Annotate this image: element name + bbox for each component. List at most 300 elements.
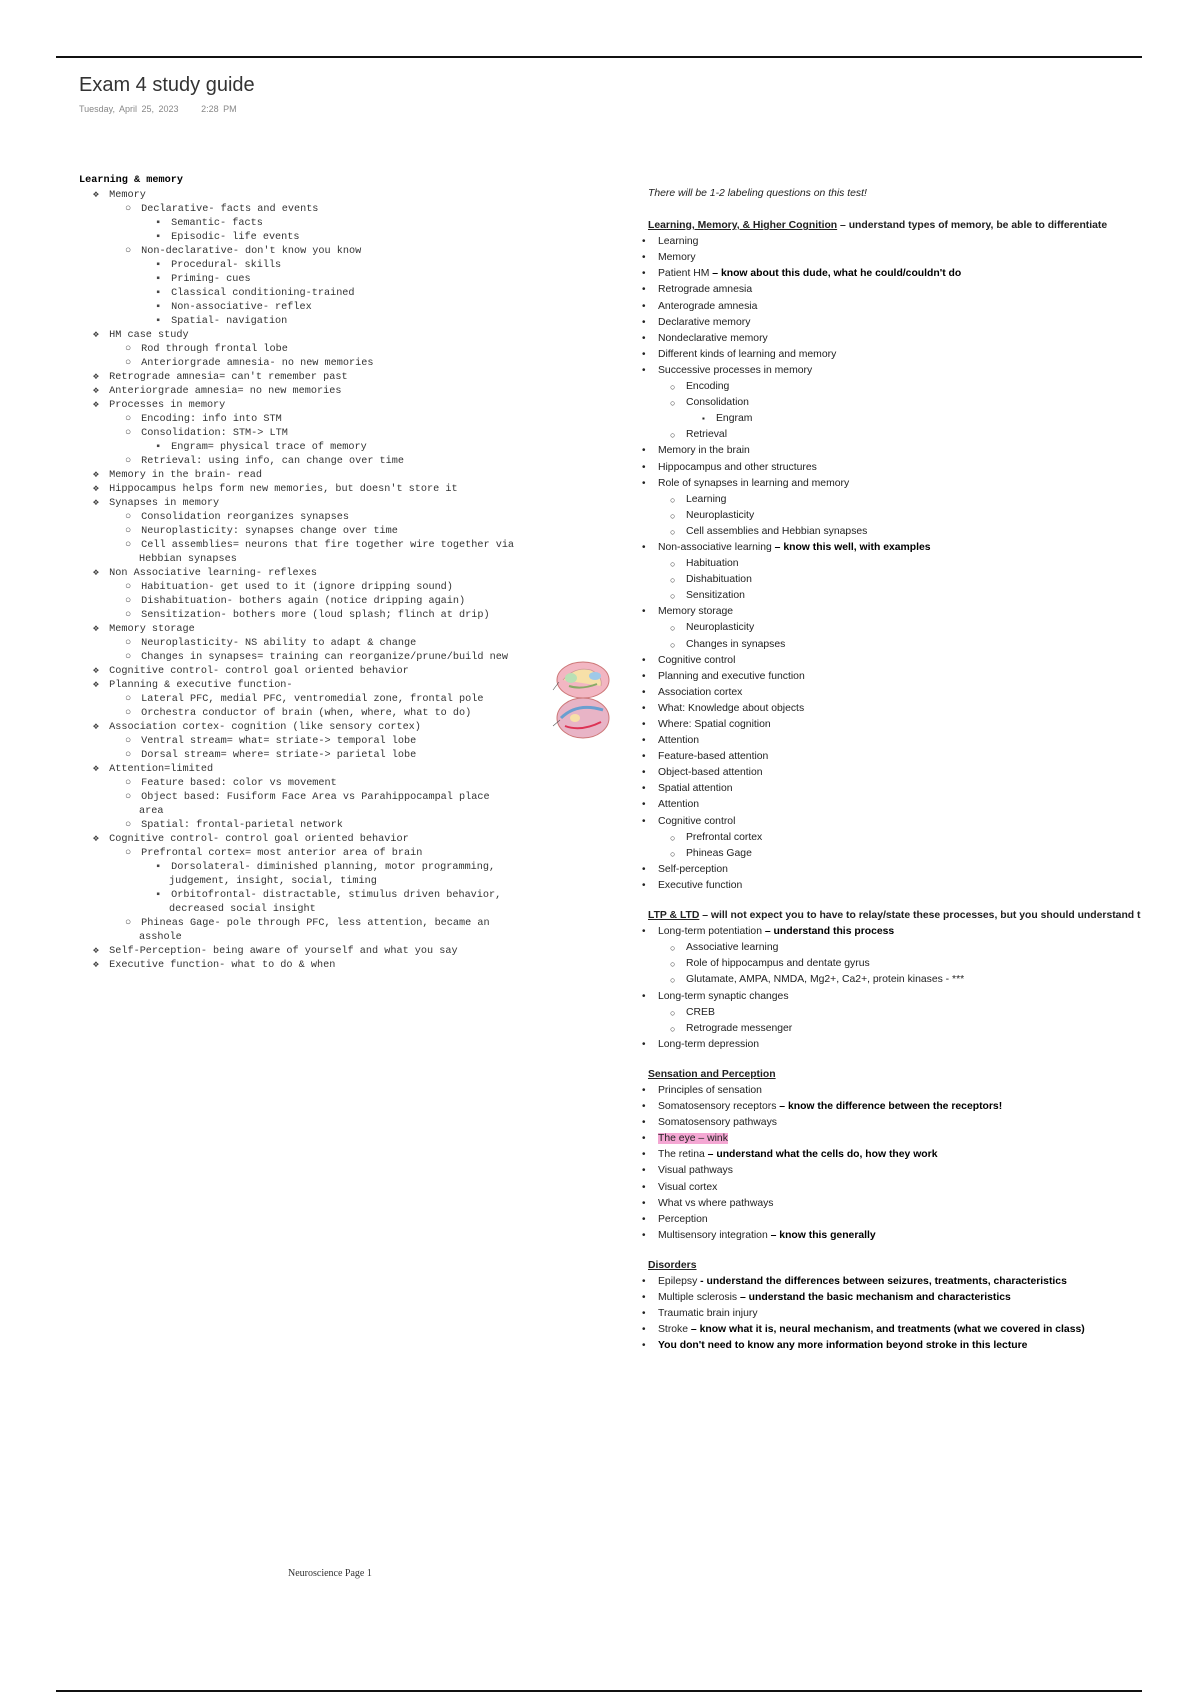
left-note-line: [79, 623, 599, 637]
section-title: Disorders: [648, 1259, 697, 1271]
highlighted-item-text: The eye – wink: [658, 1133, 728, 1145]
left-note-text: Classical conditioning-trained: [171, 288, 355, 299]
bullet-icon: •: [642, 863, 646, 875]
bullet-icon: ○: [124, 778, 132, 789]
left-note-text: Rod through frontal lobe: [141, 344, 288, 355]
right-item-text: Cell assemblies and Hebbian synapses: [686, 525, 868, 537]
bullet-icon: ○: [670, 398, 676, 409]
left-note-text: Semantic- facts: [171, 218, 263, 229]
right-item-text: Executive function: [658, 879, 743, 891]
bullet-icon: ○: [124, 750, 132, 761]
bullet-icon: •: [642, 815, 646, 827]
left-note-line: [79, 525, 599, 539]
left-note-line: [79, 483, 599, 497]
right-item-text: Non-associative learning: [658, 541, 772, 553]
left-note-text: Engram= physical trace of memory: [171, 442, 367, 453]
bullet-icon: •: [642, 799, 646, 811]
right-item-emphasis: – understand this process: [761, 926, 895, 938]
right-item-text: Memory: [658, 252, 696, 264]
right-list-item: [648, 492, 1200, 508]
right-list-item: [642, 733, 1200, 749]
right-list-item: [642, 701, 1200, 717]
left-note-line: [79, 315, 599, 329]
page-date: Tuesday, April 25, 2023: [79, 104, 179, 114]
right-list-item: [648, 572, 1200, 588]
bullet-icon: •: [642, 735, 646, 747]
right-item-text: Cognitive control: [658, 654, 736, 666]
left-note-line: [79, 833, 599, 847]
bullet-icon: ○: [670, 430, 676, 441]
bullet-icon: ○: [124, 918, 132, 929]
left-note-line: [79, 329, 599, 343]
left-note-line: [79, 917, 599, 931]
section-title-suffix: – will not expect you to have to relay/state these processes, but you should understand t: [699, 910, 1141, 922]
right-item-text: Learning: [658, 236, 699, 248]
left-note-text: Ventral stream= what= striate-> temporal lobe: [141, 736, 417, 747]
right-item-text: Spatial attention: [658, 783, 733, 795]
bullet-icon: ○: [124, 526, 132, 537]
right-item-text: Declarative memory: [658, 316, 751, 328]
bullet-icon: ▪: [154, 218, 162, 229]
bullet-icon: ▪: [154, 862, 162, 873]
right-item-text: Association cortex: [658, 686, 743, 698]
bullet-icon: •: [642, 268, 646, 280]
bullet-icon: ○: [124, 540, 132, 551]
bullet-icon: ○: [124, 344, 132, 355]
right-item-text: The retina: [658, 1149, 705, 1161]
bullet-icon: •: [642, 990, 646, 1002]
right-list-item: [642, 476, 1200, 492]
bullet-icon: ○: [670, 623, 676, 634]
page-title: Exam 4 study guide: [79, 74, 255, 96]
bullet-icon: •: [642, 1084, 646, 1096]
bullet-icon: •: [642, 767, 646, 779]
right-item-text: Role of synapses in learning and memory: [658, 477, 850, 489]
left-note-line: [79, 413, 599, 427]
bullet-icon: •: [642, 348, 646, 360]
left-note-line: [79, 637, 599, 651]
bullet-icon: •: [642, 1181, 646, 1193]
left-note-text: Neuroplasticity- NS ability to adapt & change: [141, 638, 417, 649]
left-note-text: Object based: Fusiform Face Area vs Parahippocampal place: [141, 792, 490, 803]
bullet-icon: ○: [670, 575, 676, 586]
bullet-icon: •: [642, 1165, 646, 1177]
right-list-item: [642, 604, 1200, 620]
left-note-text: Cell assemblies= neurons that fire together wire together via: [141, 540, 515, 551]
bullet-icon: •: [642, 252, 646, 264]
left-note-text: Dorsal stream= where= striate-> parietal lobe: [141, 750, 417, 761]
right-list-item: [648, 620, 1200, 636]
right-list-item: [642, 1228, 1200, 1244]
bullet-icon: •: [642, 1117, 646, 1129]
right-item-text: Stroke: [658, 1324, 689, 1336]
section-gap: [648, 1053, 1200, 1067]
right-list-item: [642, 363, 1200, 379]
bullet-icon: ❖: [92, 372, 100, 383]
bullet-icon: •: [642, 702, 646, 714]
bullet-icon: ○: [670, 494, 676, 505]
bullet-icon: •: [642, 477, 646, 489]
bullet-icon: ❖: [92, 722, 100, 733]
left-note-line: [79, 497, 599, 511]
left-note-line: [79, 959, 599, 973]
left-note-line: [79, 245, 599, 259]
bullet-icon: ○: [124, 652, 132, 663]
right-item-text: Phineas Gage: [686, 847, 752, 859]
bullet-icon: ○: [124, 414, 132, 425]
bullet-icon: ❖: [92, 330, 100, 341]
right-item-emphasis: – understand what the cells do, how they work: [704, 1149, 938, 1161]
right-list-item: [648, 395, 1200, 411]
bullet-icon: •: [642, 445, 646, 457]
right-list-item: [642, 1115, 1200, 1131]
bullet-icon: ○: [124, 848, 132, 859]
bullet-icon: •: [642, 316, 646, 328]
left-note-line: [79, 511, 599, 525]
left-note-line: [79, 721, 599, 735]
bullet-icon: •: [642, 654, 646, 666]
bullet-icon: •: [642, 879, 646, 891]
right-item-text: Perception: [658, 1213, 708, 1225]
right-item-text: Dishabituation: [686, 574, 752, 586]
page-meta: [79, 104, 255, 114]
left-note-line: [79, 875, 599, 889]
bullet-icon: ○: [670, 943, 676, 954]
bullet-icon: ▪: [154, 442, 162, 453]
left-heading: Learning & memory: [79, 175, 183, 186]
left-note-text: Priming- cues: [171, 274, 251, 285]
left-note-text: Memory storage: [109, 624, 195, 635]
right-list-item: [642, 1147, 1200, 1163]
left-note-text: Hippocampus helps form new memories, but doesn't store it: [109, 484, 458, 495]
left-note-text: Planning & executive function-: [109, 680, 293, 691]
left-note-line: [79, 861, 599, 875]
left-notes: [79, 174, 599, 973]
left-note-text: Consolidation: STM-> LTM: [141, 428, 288, 439]
bullet-icon: ○: [670, 1023, 676, 1034]
left-note-text: judgement, insight, social, timing: [169, 876, 377, 887]
bullet-icon: ○: [124, 596, 132, 607]
bullet-icon: •: [642, 751, 646, 763]
bullet-icon: •: [642, 783, 646, 795]
right-item-text: Consolidation: [686, 397, 749, 409]
bullet-icon: •: [642, 1101, 646, 1113]
left-note-line: [79, 735, 599, 749]
bullet-icon: •: [642, 284, 646, 296]
bullet-icon: •: [642, 686, 646, 698]
left-note-line: [79, 427, 599, 441]
left-note-text: Anteriorgrade amnesia- no new memories: [141, 358, 374, 369]
right-list-item: [642, 234, 1200, 250]
right-list-item: [648, 411, 1200, 427]
right-item-emphasis: – understand the basic mechanism and characteristics: [737, 1292, 1011, 1304]
bullet-icon: ○: [670, 639, 676, 650]
bullet-icon: •: [642, 606, 646, 618]
right-item-text: Long-term synaptic changes: [658, 990, 789, 1002]
bullet-icon: ○: [670, 510, 676, 521]
section-heading: [648, 1258, 1200, 1274]
right-list-item: [642, 1180, 1200, 1196]
left-note-text: Association cortex- cognition (like sensory cortex): [109, 722, 421, 733]
left-note-text: Retrograde amnesia= can't remember past: [109, 372, 348, 383]
right-item-text: CREB: [686, 1006, 715, 1018]
right-list-item: [648, 940, 1200, 956]
right-item-text: Long-term potentiation: [658, 926, 762, 938]
left-note-line: [79, 343, 599, 357]
left-note-line: [79, 945, 599, 959]
right-item-text: Sensitization: [686, 590, 745, 602]
right-list-item: [648, 427, 1200, 443]
left-note-text: Declarative- facts and events: [141, 204, 319, 215]
left-note-text: Processes in memory: [109, 400, 226, 411]
bullet-icon: ▪: [154, 232, 162, 243]
page-footer: Neuroscience Page 1: [288, 1568, 372, 1579]
bullet-icon: •: [642, 332, 646, 344]
right-list-item: [642, 347, 1200, 363]
right-list-item: [642, 989, 1200, 1005]
left-note-line: [79, 217, 599, 231]
bullet-icon: ○: [124, 820, 132, 831]
left-note-line: [79, 273, 599, 287]
bullet-icon: •: [642, 1197, 646, 1209]
bullet-icon: ○: [670, 559, 676, 570]
bullet-icon: •: [642, 1229, 646, 1241]
left-note-line: [79, 903, 599, 917]
left-notes-list: [79, 189, 599, 973]
right-list-item: [642, 1290, 1200, 1306]
bullet-icon: ○: [670, 959, 676, 970]
right-list-item: [642, 460, 1200, 476]
section-heading: [648, 908, 1200, 924]
right-list-item: [648, 846, 1200, 862]
right-item-text: Feature-based attention: [658, 751, 769, 763]
section-title: Sensation and Perception: [648, 1068, 776, 1080]
bullet-icon: ▪: [154, 890, 162, 901]
bullet-icon: ○: [124, 358, 132, 369]
right-list-item: [642, 299, 1200, 315]
right-item-text: Successive processes in memory: [658, 364, 813, 376]
left-note-text: Habituation- get used to it (ignore dripping sound): [141, 582, 453, 593]
right-list-item: [648, 556, 1200, 572]
left-note-line: [79, 189, 599, 203]
left-note-text: Orchestra conductor of brain (when, where, what to do): [141, 708, 472, 719]
right-notes: [642, 186, 1200, 1354]
right-item-text: Visual pathways: [658, 1165, 733, 1177]
right-item-text: Learning: [686, 493, 727, 505]
bullet-icon: ○: [124, 638, 132, 649]
bullet-icon: ❖: [92, 764, 100, 775]
right-list-item: [642, 282, 1200, 298]
right-list-item: [642, 1037, 1200, 1053]
left-note-text: Phineas Gage- pole through PFC, less attention, became an: [141, 918, 490, 929]
left-note-text: Sensitization- bothers more (loud splash; flinch at drip): [141, 610, 490, 621]
labeling-note: There will be 1-2 labeling questions on this test!: [648, 188, 867, 199]
left-note-text: decreased social insight: [169, 904, 316, 915]
right-item-emphasis: – know what it is, neural mechanism, and treatments (what we covered in class): [688, 1324, 1085, 1336]
bullet-icon: ○: [124, 204, 132, 215]
left-note-line: [79, 609, 599, 623]
left-note-line: [79, 931, 599, 945]
right-item-text: Where: Spatial cognition: [658, 719, 771, 730]
bullet-icon: ❖: [92, 624, 100, 635]
right-item-text: What: Knowledge about objects: [658, 702, 805, 714]
right-list-item: [642, 797, 1200, 813]
bullet-icon: •: [642, 1149, 646, 1161]
bullet-icon: •: [642, 1133, 646, 1145]
bullet-icon: •: [642, 670, 646, 682]
right-list-item: [642, 653, 1200, 669]
bottom-rule: [56, 1690, 1142, 1692]
right-item-text: Attention: [658, 799, 700, 811]
bullet-icon: ❖: [92, 400, 100, 411]
left-note-text: Neuroplasticity: synapses change over time: [141, 526, 398, 537]
left-note-line: [79, 707, 599, 721]
left-note-text: Changes in synapses= training can reorganize/prune/build new: [141, 652, 508, 663]
left-note-line: [79, 371, 599, 385]
left-note-text: Feature based: color vs movement: [141, 778, 337, 789]
right-item-text: Traumatic brain injury: [658, 1308, 758, 1320]
section-title: Learning, Memory, & Higher Cognition: [648, 220, 838, 232]
bullet-icon: •: [642, 364, 646, 376]
right-list-item: [642, 1196, 1200, 1212]
right-item-emphasis: - understand the differences between seizures, treatments, characteristics: [697, 1276, 1067, 1287]
right-list-item: [642, 1131, 1200, 1147]
right-list-item: [642, 1306, 1200, 1322]
left-note-text: Hebbian synapses: [139, 554, 237, 565]
left-note-text: asshole: [139, 932, 182, 943]
left-note-text: Cognitive control- control goal oriented behavior: [109, 666, 409, 677]
right-list-item: [642, 669, 1200, 685]
right-item-text: Principles of sensation: [658, 1084, 762, 1096]
right-list-item: [642, 540, 1200, 556]
right-item-text: Visual cortex: [658, 1181, 718, 1193]
left-note-line: [79, 259, 599, 273]
bullet-icon: ○: [124, 582, 132, 593]
right-item-text: Epilepsy: [658, 1276, 698, 1287]
right-item-text: Memory storage: [658, 606, 734, 618]
left-note-text: Dishabituation- bothers again (notice dripping again): [141, 596, 466, 607]
bullet-icon: ❖: [92, 470, 100, 481]
left-note-text: HM case study: [109, 330, 189, 341]
right-list-item: [648, 956, 1200, 972]
left-note-text: Spatial- navigation: [171, 316, 288, 327]
right-list-item: [648, 524, 1200, 540]
right-list-item: [642, 781, 1200, 797]
section-title-suffix: – understand types of memory, be able to differentiate: [837, 220, 1108, 232]
bullet-icon: •: [642, 1038, 646, 1050]
right-list-item: [642, 1274, 1200, 1290]
bullet-icon: ○: [124, 610, 132, 621]
brain-diagram-image: [551, 660, 613, 744]
bullet-icon: ○: [124, 246, 132, 257]
bullet-icon: ▪: [154, 316, 162, 327]
bullet-icon: •: [642, 300, 646, 312]
left-note-text: Retrieval: using info, can change over time: [141, 456, 405, 467]
section-heading: [648, 1067, 1200, 1083]
page-time: 2:28 PM: [201, 104, 237, 114]
left-note-line: [79, 595, 599, 609]
right-item-text: Multisensory integration: [658, 1229, 768, 1241]
right-item-text: Habituation: [686, 558, 739, 570]
left-note-text: Cognitive control- control goal oriented behavior: [109, 834, 409, 845]
bullet-icon: •: [642, 541, 646, 553]
right-item-emphasis: – know this well, with examples: [771, 541, 931, 553]
bullet-icon: •: [642, 461, 646, 473]
bullet-icon: •: [642, 1276, 646, 1287]
section-title: LTP & LTD: [648, 910, 700, 922]
bullet-icon: •: [642, 1324, 646, 1336]
bullet-icon: ○: [124, 694, 132, 705]
right-item-text: Neuroplasticity: [686, 509, 755, 521]
right-list-item: [642, 765, 1200, 781]
bullet-icon: ○: [670, 975, 676, 986]
right-item-text: Planning and executive function: [658, 670, 805, 682]
left-note-line: [79, 231, 599, 245]
left-note-text: Spatial: frontal-parietal network: [141, 820, 343, 831]
right-list-item: [642, 749, 1200, 765]
left-note-line: [79, 357, 599, 371]
left-note-line: [79, 567, 599, 581]
bullet-icon: ▪: [702, 414, 705, 424]
right-list-item: [642, 1322, 1200, 1338]
left-note-text: Non-associative- reflex: [171, 302, 312, 313]
right-item-text: Anterograde amnesia: [658, 300, 758, 312]
right-list-item: [642, 1338, 1200, 1354]
right-item-text: Engram: [716, 413, 753, 425]
left-note-text: Non-declarative- don't know you know: [141, 246, 362, 257]
left-note-text: Attention=limited: [109, 764, 214, 775]
right-item-emphasis: – know about this dude, what he could/couldn't do: [709, 268, 962, 280]
left-note-text: Consolidation reorganizes synapses: [141, 512, 349, 523]
bullet-icon: •: [642, 1292, 646, 1304]
right-item-text: Prefrontal cortex: [686, 831, 763, 843]
left-note-text: Memory in the brain- read: [109, 470, 262, 481]
right-item-text: Different kinds of learning and memory: [658, 348, 837, 360]
left-note-line: [79, 539, 599, 553]
bullet-icon: ▪: [154, 274, 162, 285]
left-note-text: Memory: [109, 190, 146, 201]
section-gap: [648, 1244, 1200, 1258]
right-list-item: [648, 508, 1200, 524]
right-item-text: Self-perception: [658, 863, 728, 875]
right-list-item: [648, 379, 1200, 395]
right-item-text: Glutamate, AMPA, NMDA, Mg2+, Ca2+, protein kinases - ***: [686, 974, 965, 986]
left-note-line: [79, 399, 599, 413]
right-sections: [642, 218, 1200, 1354]
left-note-text: Encoding: info into STM: [141, 414, 282, 425]
right-item-text: Encoding: [686, 381, 730, 393]
bullet-icon: ❖: [92, 960, 100, 971]
right-list-item: [648, 830, 1200, 846]
left-note-line: [79, 791, 599, 805]
bullet-icon: ○: [670, 526, 676, 537]
left-note-line: [79, 847, 599, 861]
right-list-item: [642, 315, 1200, 331]
right-item-text: Changes in synapses: [686, 638, 786, 650]
right-item-text: Hippocampus and other structures: [658, 461, 817, 473]
left-note-line: [79, 553, 599, 567]
left-note-line: [79, 203, 599, 217]
bullet-icon: ○: [670, 591, 676, 602]
bullet-icon: •: [642, 1213, 646, 1225]
bullet-icon: ❖: [92, 498, 100, 509]
bullet-icon: ○: [124, 792, 132, 803]
left-note-line: [79, 749, 599, 763]
left-note-line: [79, 455, 599, 469]
right-list-item: [642, 443, 1200, 459]
right-item-text: Multiple sclerosis: [658, 1292, 738, 1304]
right-item-text: Memory in the brain: [658, 445, 750, 457]
